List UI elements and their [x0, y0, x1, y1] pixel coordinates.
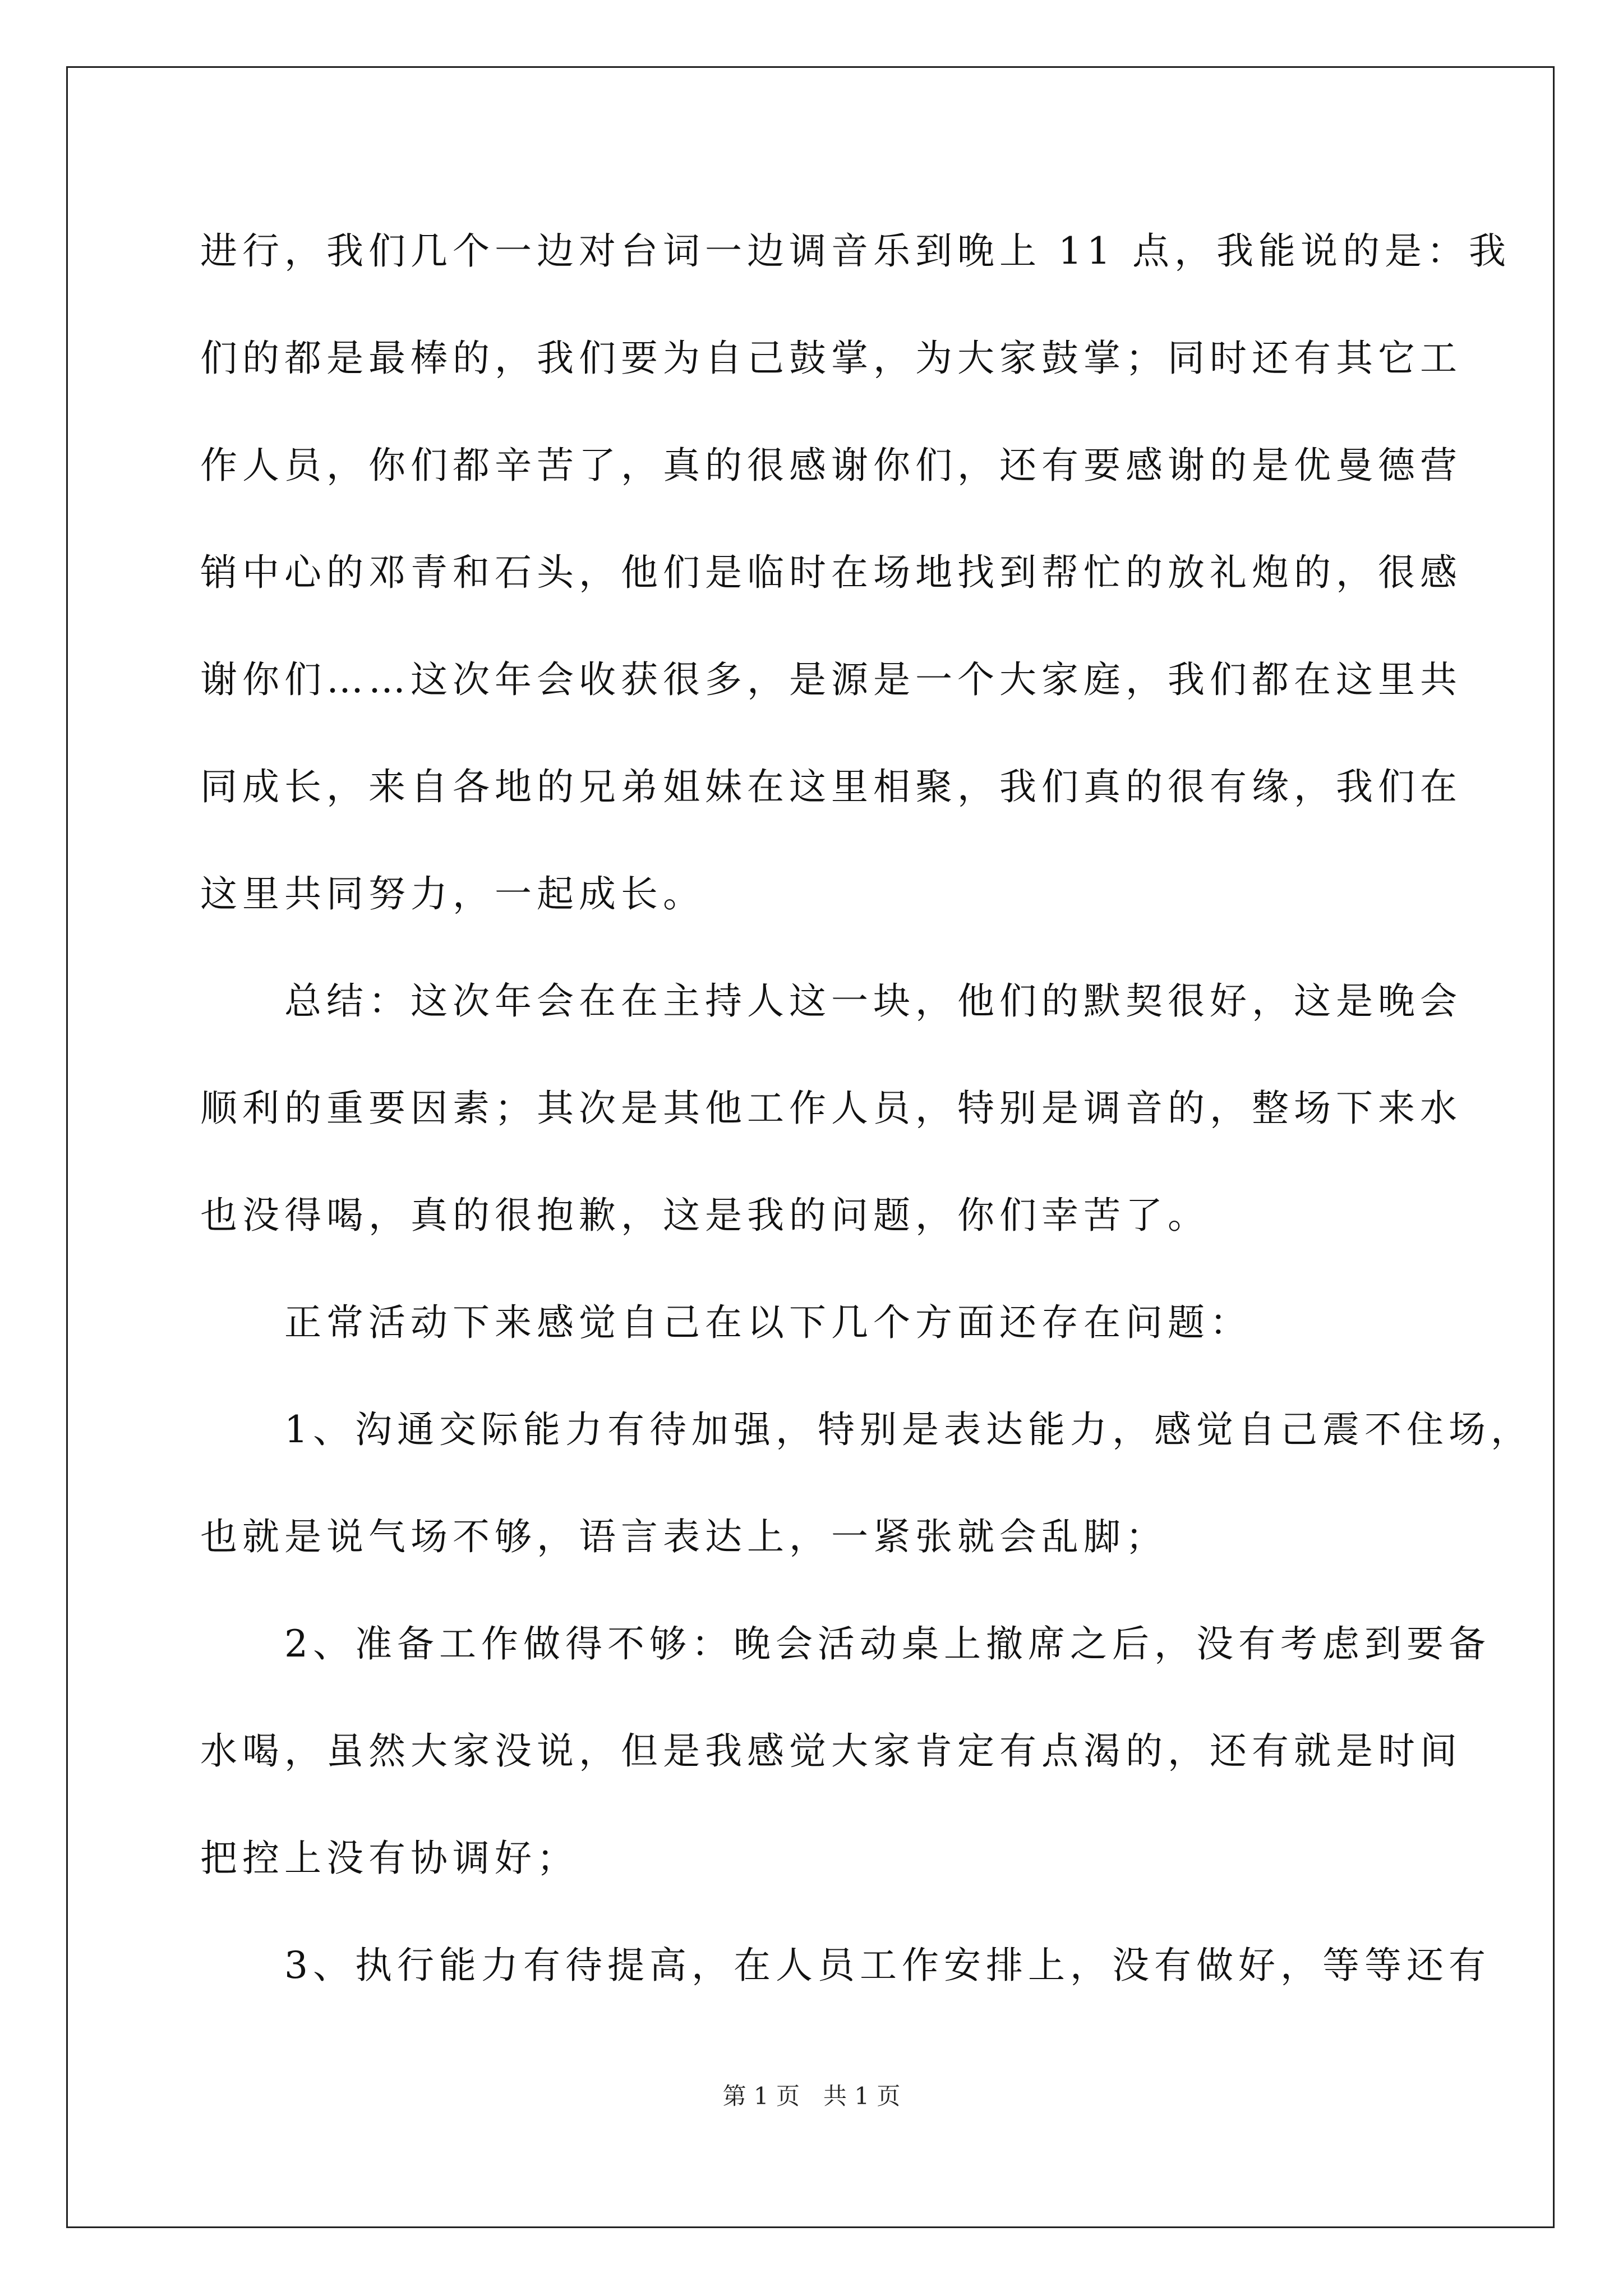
text-line: 总结：这次年会在在主持人这一块，他们的默契很好，这是晚会 — [200, 979, 1462, 1023]
text-line: 作人员，你们都辛苦了，真的很感谢你们，还有要感谢的是优曼德营 — [200, 444, 1462, 487]
text-line: 顺利的重要因素；其次是其他工作人员，特别是调音的，整场下来水 — [200, 1087, 1462, 1130]
text-line: 进行，我们几个一边对台词一边调音乐到晚上 11 点，我能说的是：我 — [200, 229, 1511, 273]
text-line: 也就是说气场不够，语言表达上，一紧张就会乱脚； — [200, 1515, 1168, 1558]
page-footer: 第 1 页 共 1 页 — [722, 2082, 901, 2110]
text-line: 销中心的邓青和石头，他们是临时在场地找到帮忙的放礼炮的，很感 — [200, 551, 1462, 594]
text-line: 1、沟通交际能力有待加强，特别是表达能力，感觉自己震不住场， — [200, 1408, 1533, 1451]
text-line: 2、准备工作做得不够：晚会活动桌上撤席之后，没有考虑到要备 — [200, 1622, 1491, 1665]
text-line: 把控上没有协调好； — [200, 1837, 579, 1880]
text-line: 这里共同努力，一起成长。 — [200, 872, 705, 915]
text-line: 们的都是最棒的，我们要为自己鼓掌，为大家鼓掌；同时还有其它工 — [200, 337, 1462, 380]
text-line: 3、执行能力有待提高，在人员工作安排上，没有做好，等等还有 — [200, 1944, 1491, 1987]
text-line: 也没得喝，真的很抱歉，这是我的问题，你们幸苦了。 — [200, 1194, 1210, 1237]
text-line: 水喝，虽然大家没说，但是我感觉大家肯定有点渴的，还有就是时间 — [200, 1729, 1462, 1773]
text-line: 正常活动下来感觉自己在以下几个方面还存在问题： — [200, 1301, 1252, 1344]
text-line: 同成长，来自各地的兄弟姐妹在这里相聚，我们真的很有缘，我们在 — [200, 765, 1462, 808]
page-border — [66, 66, 1555, 2228]
text-line: 谢你们……这次年会收获很多，是源是一个大家庭，我们都在这里共 — [200, 658, 1462, 701]
